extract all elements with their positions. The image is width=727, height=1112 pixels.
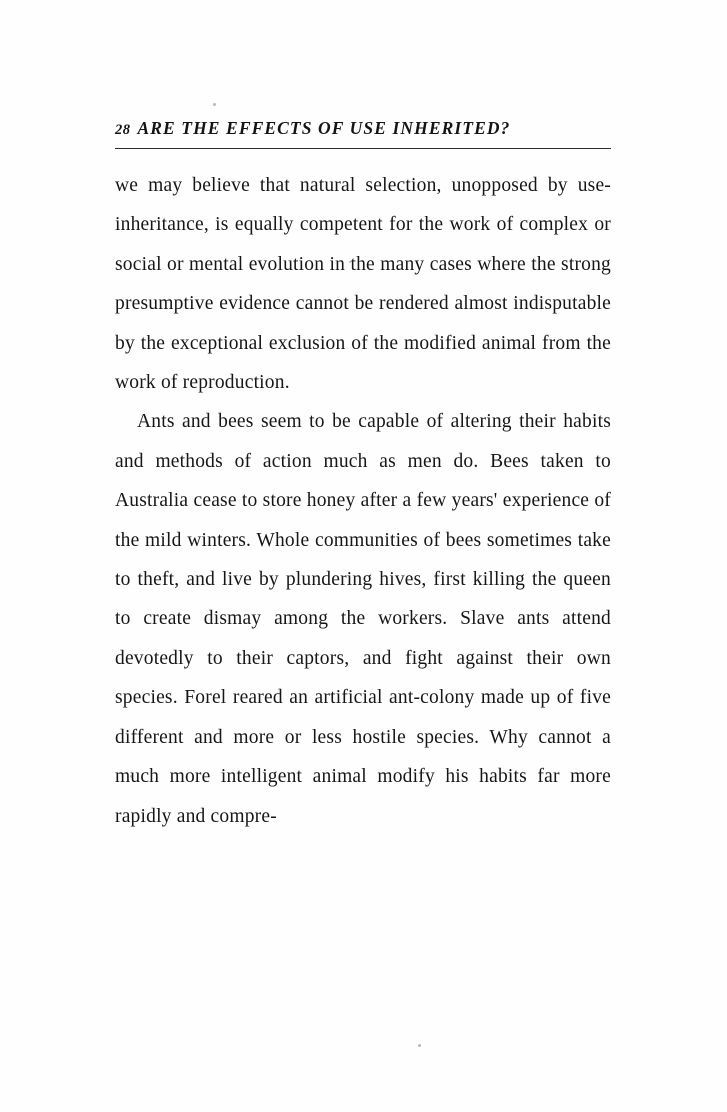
page-speck (418, 1044, 421, 1047)
paragraph: Ants and bees seem to be capable of altering their habits and methods of action much as men do. Bees taken to Australia cease to store honey after a few years' experience of the mild winters. Whole communities of bees sometimes take to theft, and live by plundering hives, first killing the queen to create dismay among the workers. Slave ants attend devotedly to their captors, and fight against their own species. Forel reared an artificial ant-colony made up of five different and more or less hostile species. Why cannot a much more intelligent animal modify his habits far more rapidly and compre- (115, 411, 611, 827)
body-text (115, 166, 611, 836)
running-head (115, 118, 611, 139)
page-content (115, 118, 611, 836)
page-number: 28 (115, 122, 131, 138)
header-rule (115, 148, 611, 149)
running-head-title: ARE THE EFFECTS OF USE INHERITED? (137, 118, 511, 138)
paragraph: we may believe that natural selection, unopposed by use-inheritance, is equally competent for the work of complex or social or mental evolution in the many cases where the strong presumptive evidence cannot be rendered almost indisputable by the exceptional exclusion of the modified animal from the work of reproduction. (115, 175, 611, 394)
page-speck (213, 103, 216, 106)
